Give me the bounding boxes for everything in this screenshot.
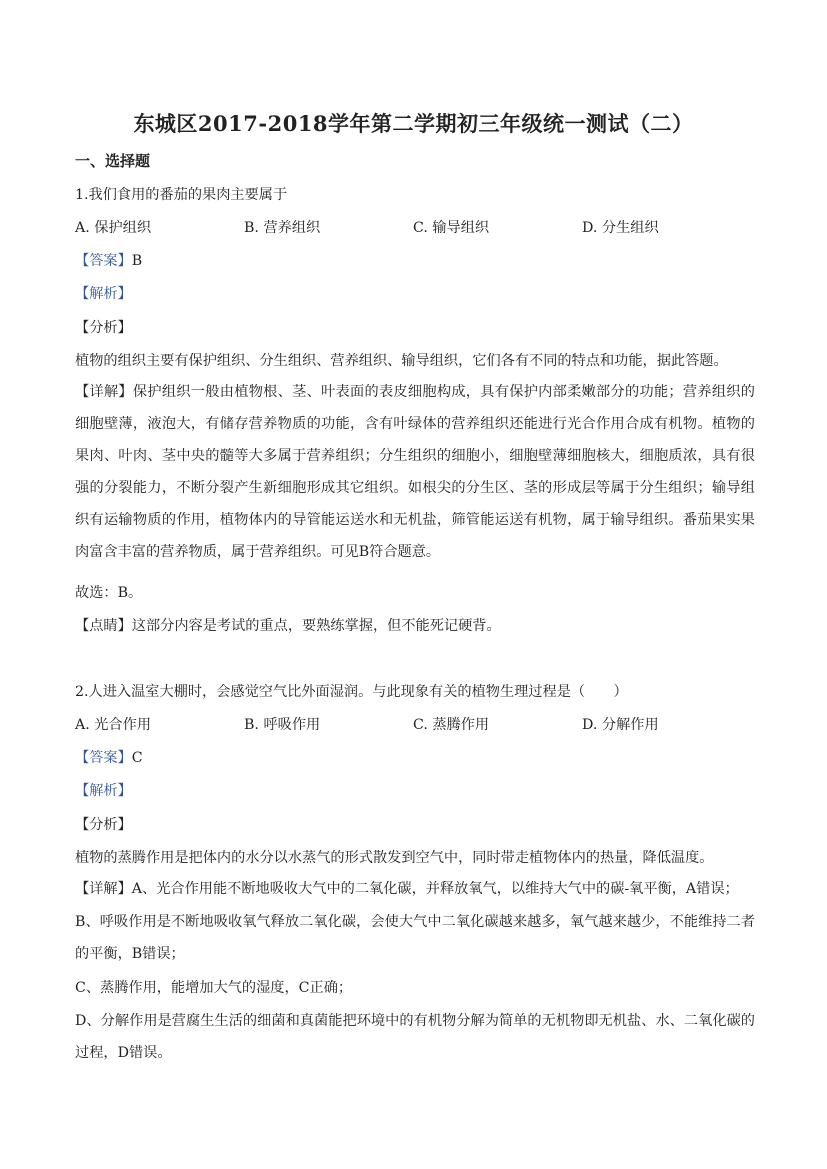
q1-option-c: C. 输导组织 [413, 220, 490, 236]
q2-detail-a [75, 873, 755, 905]
q1-option-d: D. 分生组织 [582, 220, 659, 236]
q1-answer-value: B [131, 253, 143, 269]
q2-detail-tag: 【详解】 [75, 881, 132, 897]
q1-answer [75, 250, 142, 270]
q2-detail-a-text: A、光合作用能不断地吸收大气中的二氧化碳，并释放氧气，以维持大气中的碳-氧平衡，A错误； [131, 881, 739, 897]
q1-answer-tag: 【答案】 [75, 253, 132, 269]
q2-answer-tag: 【答案】 [75, 750, 132, 766]
q1-question: 1.我们食用的番茄的果肉主要属于 [75, 187, 288, 203]
q2-detail-b: B、呼吸作用是不断地吸收氧气释放二氧化碳，会使大气中二氧化碳越来越多，氧气越来越少，不能维持二者的平衡，B错误； [75, 914, 755, 962]
q2-option-c: C. 蒸腾作用 [413, 717, 490, 733]
q2-detail-d: D、分解作用是营腐生生活的细菌和真菌能把环境中的有机物分解为简单的无机物即无机盐、水、二氧化碳的过程，D错误。 [75, 1013, 755, 1061]
q2-answer-value: C [131, 750, 143, 766]
q2-fenxi: 植物的蒸腾作用是把体内的水分以水蒸气的形式散发到空气中，同时带走植物体内的热量，降低温度。 [75, 850, 714, 866]
q1-analysis-tag: 【解析】 [75, 286, 132, 302]
q1-option-a: A. 保护组织 [75, 220, 152, 236]
q1-detail-tag: 【详解】 [75, 384, 133, 400]
q1-point-text: 这部分内容是考试的重点，要熟练掌握，但不能死记硬背。 [131, 618, 501, 634]
q2-question: 2.人进入温室大棚时，会感觉空气比外面湿润。与此现象有关的植物生理过程是（ ） [75, 684, 628, 700]
q2-option-b: B. 呼吸作用 [244, 717, 321, 733]
q2-detail-c: C、蒸腾作用，能增加大气的湿度，C正确； [75, 980, 353, 996]
q1-detail [75, 376, 755, 568]
q2-fenxi-tag: 【分析】 [75, 817, 132, 833]
q1-option-b: B. 营养组织 [244, 220, 321, 236]
page-title: 东城区2017-2018学年第二学期初三年级统一测试（二） [133, 111, 694, 136]
q2-analysis-tag: 【解析】 [75, 783, 132, 799]
q1-fenxi-tag: 【分析】 [75, 320, 132, 336]
q2-answer [75, 747, 143, 767]
q1-point [75, 615, 501, 635]
q2-option-a: A. 光合作用 [75, 717, 152, 733]
section-heading: 一、选择题 [75, 152, 151, 170]
q1-point-tag: 【点睛】 [75, 618, 132, 634]
q1-choice: 故选：B。 [75, 585, 143, 601]
q1-detail-text: 保护组织一般由植物根、茎、叶表面的表皮细胞构成，具有保护内部柔嫩部分的功能；营养组织的细胞壁薄，液泡大，有储存营养物质的功能，含有叶绿体的营养组织还能进行光合作用合成有机物。植物的果肉、叶肉、茎中央的髓等大多属于营养组织；分生组织的细胞小，细胞壁薄细胞核大，细胞质浓，具有很强的分裂能力，不断分裂产生新细胞形成其它组织。如根尖的分生区、茎的形成层等属于分生组织；输导组织有运输物质的作用，植物体内的导管能运送水和无机盐，筛管能运送有机物，属于输导组织。番茄果实果肉富含丰富的营养物质，属于营养组织。可见B符合题意。 [75, 384, 755, 560]
q2-option-d: D. 分解作用 [582, 717, 659, 733]
q1-fenxi: 植物的组织主要有保护组织、分生组织、营养组织、输导组织，它们各有不同的特点和功能，据此答题。 [75, 353, 728, 369]
